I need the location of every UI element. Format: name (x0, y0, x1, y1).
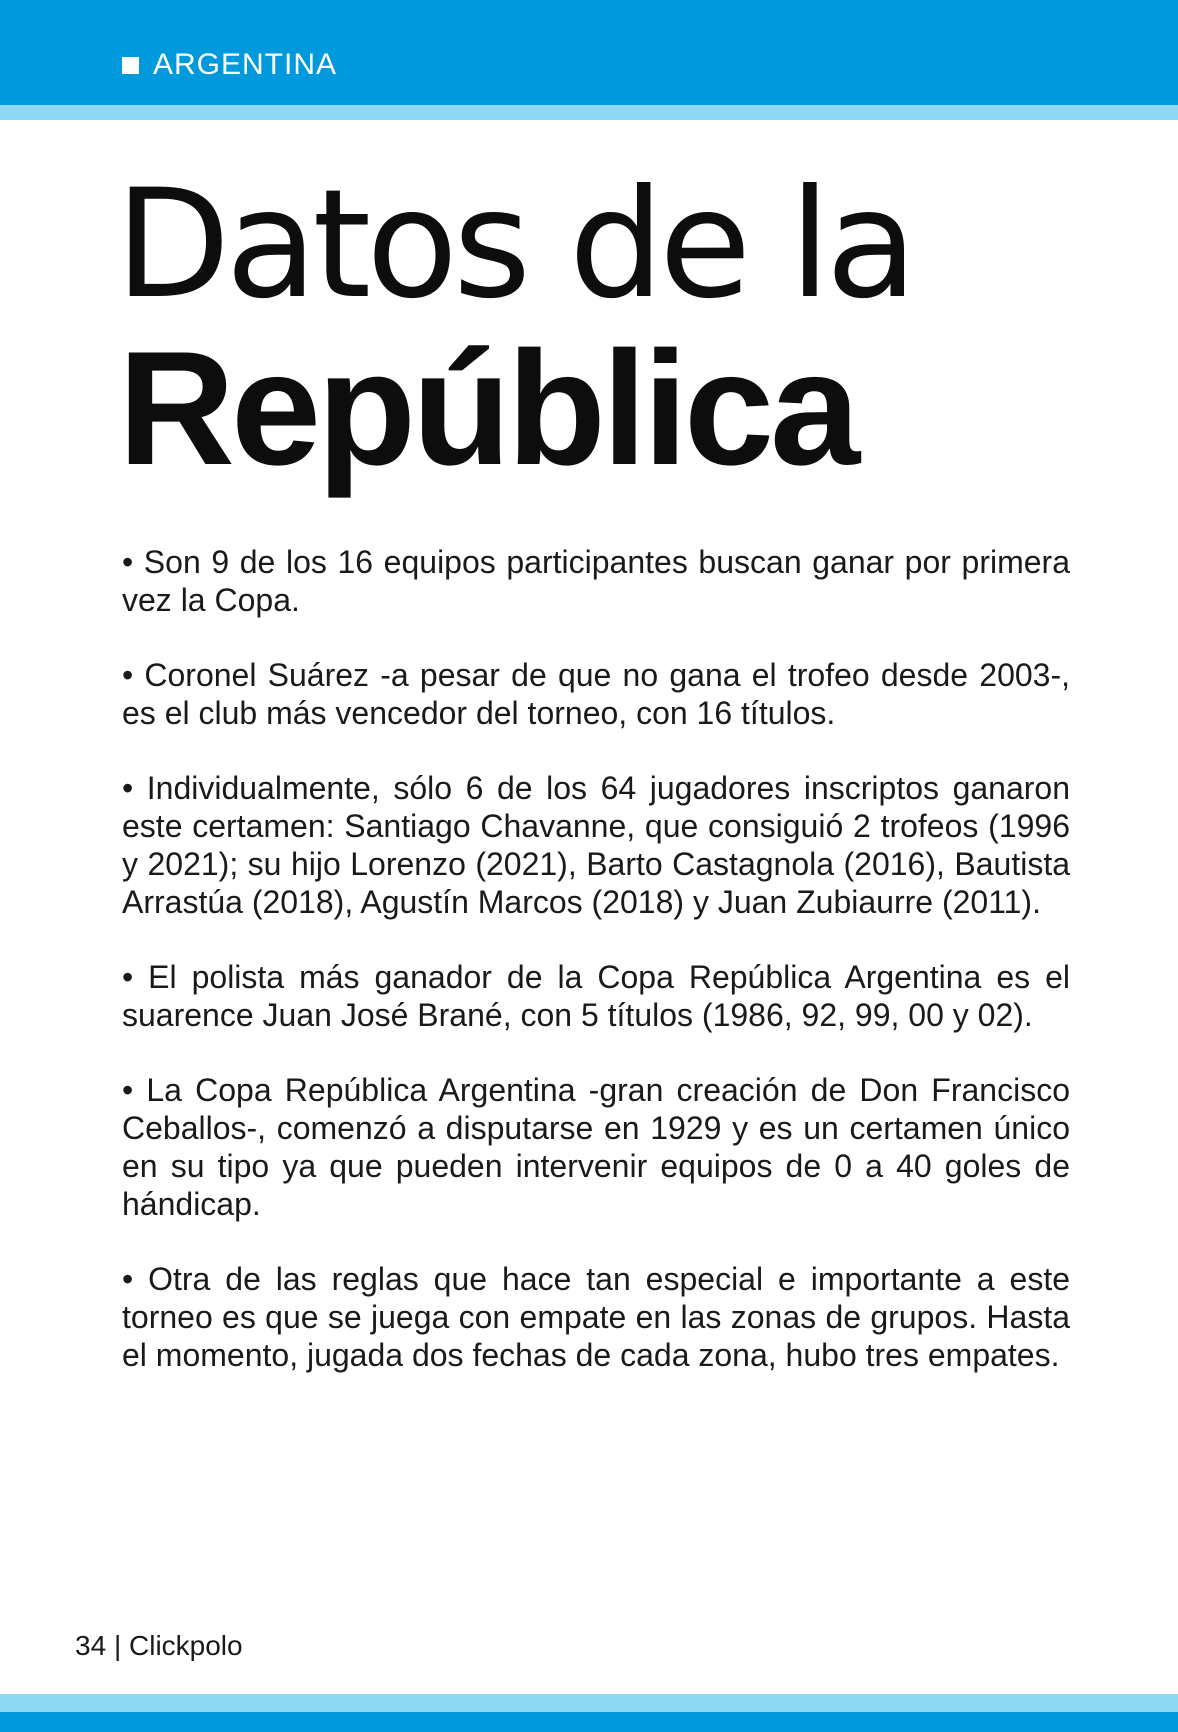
page-footer (75, 1630, 243, 1662)
section-label (122, 48, 337, 82)
page-title-line-2: República (118, 318, 857, 499)
fact-item: • Son 9 de los 16 equipos participantes buscan ganar por primera vez la Copa. (122, 544, 1070, 618)
square-bullet-icon (122, 57, 139, 74)
fact-item: • El polista más ganador de la Copa República Argentina es el suarence Juan José Brané, con 5 títulos (1986, 92, 99, 00 y 02). (122, 959, 1070, 1033)
page-title-line-1: Datos de la (115, 158, 913, 332)
fact-item: • La Copa República Argentina -gran creación de Don Francisco Ceballos-, comenzó a disputarse en 1929 y es un certamen único en su tipo ya que pueden intervenir equipos de 0 a 40 goles de hándicap. (122, 1072, 1070, 1222)
fact-item: • Coronel Suárez -a pesar de que no gana el trofeo desde 2003-, es el club más vencedor del torneo, con 16 títulos. (122, 657, 1070, 731)
fact-item: • Individualmente, sólo 6 de los 64 jugadores inscriptos ganaron este certamen: Santiago Chavanne, que consiguió 2 trofeos (1996 y 2021); su hijo Lorenzo (2021), Barto Castagnola (2016), Bautista Arrastúa (2018), Agustín Marcos (2018) y Juan Zubiaurre (2011). (122, 770, 1070, 920)
footer-band (0, 1712, 1178, 1732)
facts-list (122, 543, 1070, 1411)
footer-stripe (0, 1694, 1178, 1712)
footer-separator: | (113, 1630, 122, 1661)
fact-item: • Otra de las reglas que hace tan especial e importante a este torneo es que se juega con empate en las zonas de grupos. Hasta el momento, jugada dos fechas de cada zona, hubo tres empates. (122, 1261, 1070, 1373)
section-label-text: ARGENTINA (153, 48, 338, 81)
header-stripe (0, 105, 1178, 120)
page-number: 34 (75, 1630, 107, 1661)
publication-name: Clickpolo (129, 1630, 243, 1661)
